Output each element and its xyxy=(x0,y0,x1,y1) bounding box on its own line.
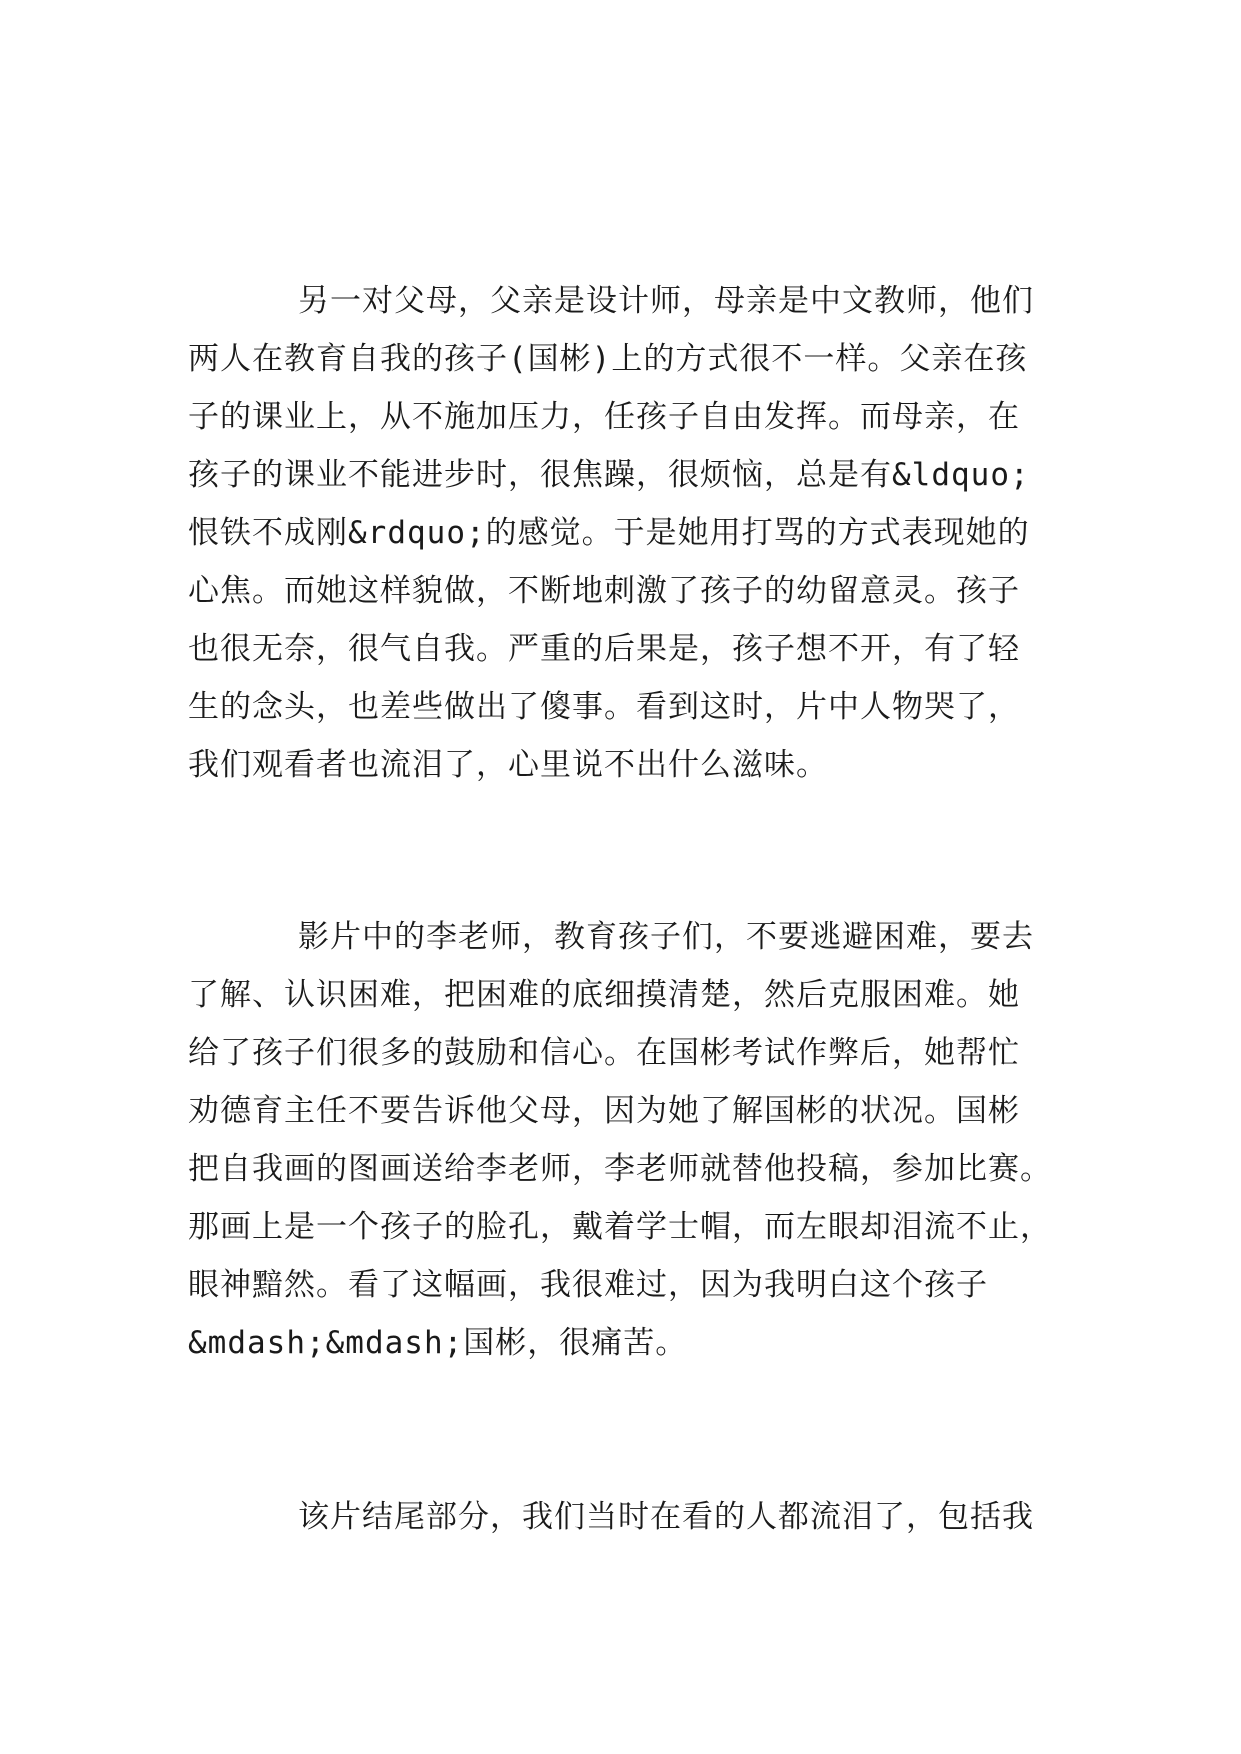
text-line: 也很无奈，很气自我。严重的后果是，孩子想不开，有了轻 xyxy=(188,631,1020,667)
text-line: 另一对父母，父亲是设计师，母亲是中文教师，他们 xyxy=(298,283,1034,319)
text-line: 给了孩子们很多的鼓励和信心。在国彬考试作弊后，她帮忙 xyxy=(188,1035,1020,1071)
text-line: 该片结尾部分，我们当时在看的人都流泪了，包括我 xyxy=(298,1499,1034,1535)
text-line: 把自我画的图画送给李老师，李老师就替他投稿，参加比赛。 xyxy=(188,1151,1052,1187)
text-line: 劝德育主任不要告诉他父母，因为她了解国彬的状况。国彬 xyxy=(188,1093,1020,1129)
text-line: 影片中的李老师，教育孩子们，不要逃避困难，要去 xyxy=(298,919,1034,955)
text-line: 了解、认识困难，把困难的底细摸清楚，然后克服困难。她 xyxy=(188,977,1020,1013)
text-line: 两人在教育自我的孩子(国彬)上的方式很不一样。父亲在孩 xyxy=(188,341,1028,377)
text-line: &mdash;&mdash;国彬，很痛苦。 xyxy=(188,1325,688,1361)
text-line: 那画上是一个孩子的脸孔，戴着学士帽，而左眼却泪流不止， xyxy=(188,1209,1052,1245)
text-line: 恨铁不成刚&rdquo;的感觉。于是她用打骂的方式表现她的 xyxy=(188,515,1030,551)
text-line: 心焦。而她这样貌做，不断地刺激了孩子的幼留意灵。孩子 xyxy=(188,573,1020,609)
text-line: 孩子的课业不能进步时，很焦躁，很烦恼，总是有&ldquo; xyxy=(188,457,1030,493)
text-line: 眼神黯然。看了这幅画，我很难过，因为我明白这个孩子 xyxy=(188,1267,988,1303)
paragraph-ending xyxy=(188,1488,1068,1546)
text-line: 我们观看者也流泪了，心里说不出什么滋味。 xyxy=(188,747,828,783)
paragraph-teacher xyxy=(188,908,1068,1372)
text-line: 子的课业上，从不施加压力，任孩子自由发挥。而母亲，在 xyxy=(188,399,1020,435)
text-line: 生的念头，也差些做出了傻事。看到这时，片中人物哭了， xyxy=(188,689,1020,725)
paragraph-parents xyxy=(188,272,1068,794)
